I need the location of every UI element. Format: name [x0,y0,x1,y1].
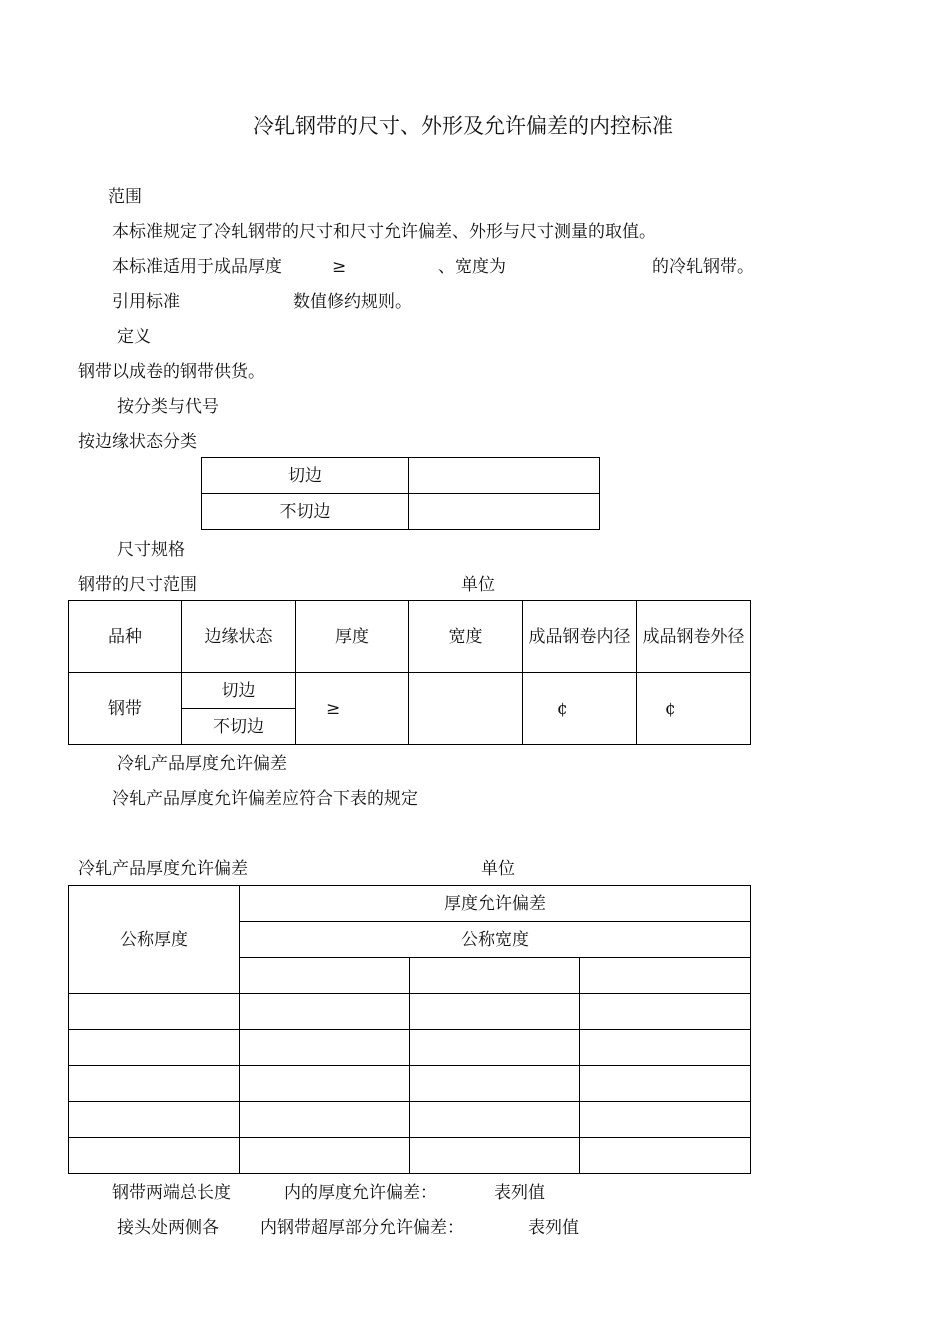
edge-classification-table [201,457,600,530]
table-cell [240,1030,410,1066]
note-2-b: 内钢带超厚部分允许偏差： [260,1218,464,1238]
edge-code [409,458,600,494]
header-nominal-width: 公称宽度 [240,922,751,958]
thickness-cell [296,673,409,745]
header-nominal-thickness: 公称厚度 [69,886,240,994]
scope-line-2a: 本标准适用于成品厚度 [112,257,282,277]
note-1-b: 内的厚度允许偏差： [284,1183,437,1203]
header-thickness-tolerance: 厚度允许偏差 [240,886,751,922]
table-cell [240,994,410,1030]
classification-heading: 按分类与代号 [117,397,219,417]
thickness-tolerance-table [68,885,751,1174]
table-header-row [69,601,751,673]
scope-line-2b: 、宽度为 [438,257,506,277]
edge-cell: 不切边 [182,709,296,745]
table-cell [69,1138,240,1174]
table-row [69,994,751,1030]
table-row [69,1102,751,1138]
header-thickness: 厚度 [296,601,409,673]
reference-label: 引用标准 [112,292,180,312]
table-row [202,494,600,530]
tolerance-unit: 单位 [481,859,515,879]
table-cell [410,1102,580,1138]
width-range-cell [580,958,751,994]
table-cell [69,994,240,1030]
header-variety: 品种 [69,601,182,673]
table-cell [410,1030,580,1066]
tolerance-desc: 冷轧产品厚度允许偏差应符合下表的规定 [112,789,418,809]
header-edge-state: 边缘状态 [182,601,296,673]
table-row [69,1066,751,1102]
edge-cell: 切边 [182,673,296,709]
size-spec-caption: 钢带的尺寸范围 [78,575,197,595]
edge-code [409,494,600,530]
scope-line-1: 本标准规定了冷轧钢带的尺寸和尺寸允许偏差、外形与尺寸测量的取值。 [112,222,656,242]
inner-diameter-cell [523,673,637,745]
note-1-c: 表列值 [494,1183,545,1203]
reference-text: 数值修约规则。 [293,292,412,312]
edge-label: 切边 [202,458,409,494]
note-2-a: 接头处两侧各 [117,1218,219,1238]
table-cell [240,1102,410,1138]
table-cell [580,1030,751,1066]
table-cell [69,1102,240,1138]
scope-line-2c: 的冷轧钢带。 [652,257,754,277]
header-width: 宽度 [409,601,523,673]
variety-cell: 钢带 [69,673,182,745]
note-1-a: 钢带两端总长度 [112,1183,231,1203]
width-range-cell [410,958,580,994]
page-title: 冷轧钢带的尺寸、外形及允许偏差的内控标准 [253,114,673,138]
table-cell [69,1030,240,1066]
table-row [69,673,751,709]
note-2-c: 表列值 [528,1218,579,1238]
table-cell [580,1066,751,1102]
diameter-symbol: ¢ [557,698,568,719]
table-cell [580,994,751,1030]
scope-heading: 范围 [108,187,142,207]
width-range-cell [240,958,410,994]
table-cell [69,1066,240,1102]
header-outer-diameter: 成品钢卷外径 [637,601,751,673]
size-spec-table [68,600,751,745]
table-cell [580,1138,751,1174]
table-cell [410,1066,580,1102]
diameter-symbol: ¢ [665,698,676,719]
header-inner-diameter: 成品钢卷内径 [523,601,637,673]
edge-label: 不切边 [202,494,409,530]
tolerance-heading: 冷轧产品厚度允许偏差 [117,754,287,774]
width-cell [409,673,523,745]
definition-heading: 定义 [117,327,151,347]
table-cell [240,1066,410,1102]
outer-diameter-cell [637,673,751,745]
table-row [69,1138,751,1174]
table-cell [410,1138,580,1174]
table-cell [580,1102,751,1138]
definition-text: 钢带以成卷的钢带供货。 [78,362,265,382]
table-cell [240,1138,410,1174]
tolerance-caption: 冷轧产品厚度允许偏差 [78,859,248,879]
size-spec-unit: 单位 [461,575,495,595]
table-header-row [69,886,751,922]
classification-sub: 按边缘状态分类 [78,432,197,452]
ge-symbol: ≥ [326,698,341,719]
table-cell [410,994,580,1030]
ge-symbol: ≥ [332,257,347,277]
table-row [202,458,600,494]
table-row [69,1030,751,1066]
size-spec-heading: 尺寸规格 [117,540,185,560]
